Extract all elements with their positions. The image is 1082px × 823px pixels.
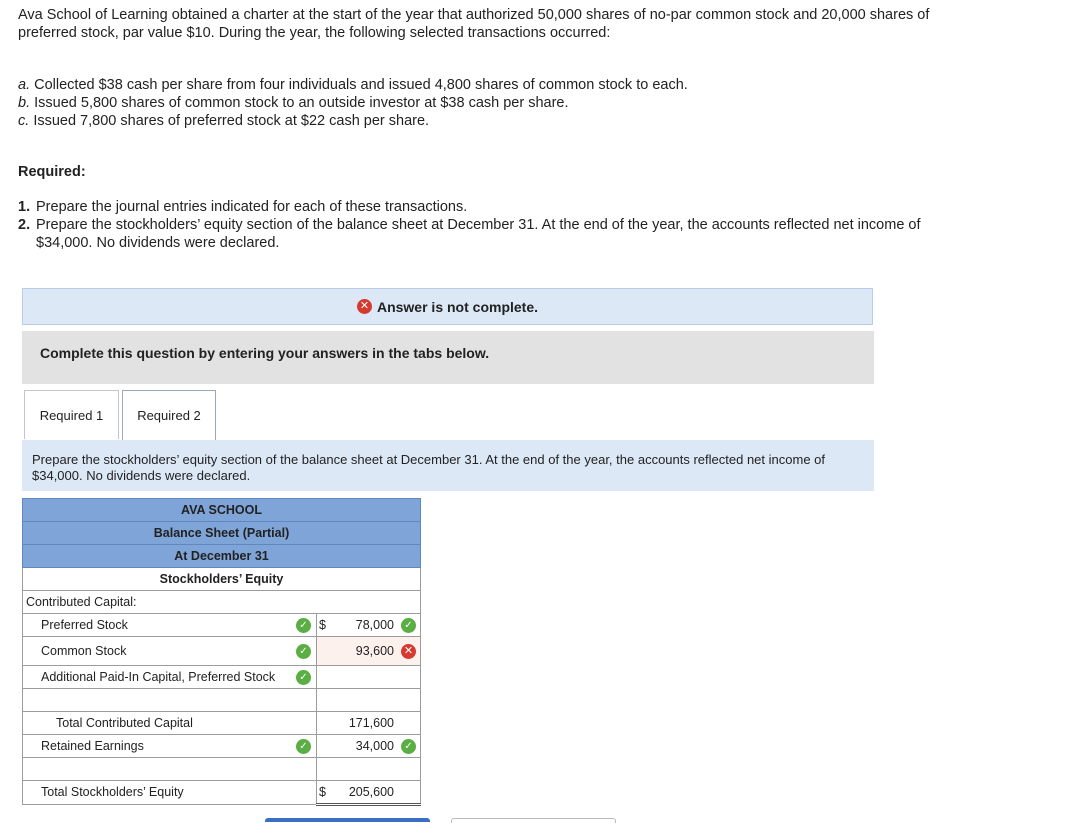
- required-heading: Required:: [18, 164, 86, 180]
- common-stock-row[interactable]: Common Stock ✓: [23, 637, 317, 666]
- next-button[interactable]: [451, 818, 616, 823]
- tab-bar: [22, 390, 874, 442]
- check-icon: ✓: [296, 739, 311, 754]
- complete-instruction-text: Complete this question by entering your answers in the tabs below.: [40, 345, 490, 361]
- section-title: Stockholders’ Equity: [23, 568, 421, 591]
- apic-preferred-row[interactable]: Additional Paid-In Capital, Preferred Stock ✓: [23, 666, 317, 689]
- sheet-date: At December 31: [23, 545, 421, 568]
- problem-intro: Ava School of Learning obtained a charter at the start of the year that authorized 50,000 shares of no-par common stock and 20,000 shares of preferred stock, par value $10. During the year, the following selected transactions occurred:: [18, 7, 930, 41]
- prev-button[interactable]: [265, 818, 430, 822]
- contributed-capital-heading: Contributed Capital:: [23, 591, 317, 614]
- preferred-stock-row[interactable]: Preferred Stock ✓: [23, 614, 317, 637]
- complete-instruction-box: [22, 331, 874, 384]
- common-stock-value[interactable]: 93,600 ✕: [317, 637, 421, 666]
- total-stockholders-equity-row: Total Stockholders’ Equity: [23, 781, 317, 805]
- total-contributed-capital-value: 171,600: [317, 712, 421, 735]
- sheet-title: Balance Sheet (Partial): [23, 522, 421, 545]
- balance-sheet-table: [22, 498, 421, 806]
- requirement-2: 2. Prepare the stockholders’ equity section of the balance sheet at December 31. At the end of the year, the accounts reflected net income of $34,000. No dividends were declared.: [18, 217, 921, 251]
- transactions-list: [18, 76, 978, 130]
- check-icon: ✓: [401, 739, 416, 754]
- retained-earnings-row[interactable]: Retained Earnings ✓: [23, 735, 317, 758]
- requirements-list: [18, 198, 958, 252]
- blank-row-value-2[interactable]: [317, 758, 421, 781]
- total-contributed-capital-row: Total Contributed Capital: [23, 712, 317, 735]
- check-icon: ✓: [401, 618, 416, 633]
- tab-instruction: [22, 440, 874, 491]
- preferred-stock-value[interactable]: $ 78,000 ✓: [317, 614, 421, 637]
- transaction-c: c. Issued 7,800 shares of preferred stock at $22 cash per share.: [18, 113, 430, 129]
- blank-row-label-2[interactable]: [23, 758, 317, 781]
- answer-status-banner: [22, 288, 873, 325]
- answer-status-text: Answer is not complete.: [376, 298, 539, 315]
- check-icon: ✓: [296, 618, 311, 633]
- x-circle-icon: ✕: [357, 299, 372, 314]
- retained-earnings-value[interactable]: 34,000 ✓: [317, 735, 421, 758]
- requirement-1: 1. Prepare the journal entries indicated for each of these transactions.: [18, 199, 468, 215]
- x-circle-icon: ✕: [401, 644, 416, 659]
- check-icon: ✓: [296, 670, 311, 685]
- transaction-a: a. Collected $38 cash per share from four individuals and issued 4,800 shares of common stock to each.: [18, 77, 688, 93]
- apic-preferred-value[interactable]: [317, 666, 421, 689]
- total-stockholders-equity-value: $ 205,600: [317, 781, 421, 805]
- tab-instruction-text: Prepare the stockholders’ equity section of the balance sheet at December 31. At the end of the year, the accounts reflected net income of $34,000. No dividends were declared.: [32, 452, 825, 483]
- check-icon: ✓: [296, 644, 311, 659]
- tab-required-2[interactable]: Required 2: [122, 390, 216, 440]
- blank-row-value[interactable]: [317, 689, 421, 712]
- transaction-b: b. Issued 5,800 shares of common stock to an outside investor at $38 cash per share.: [18, 95, 569, 111]
- tab-required-1[interactable]: Required 1: [24, 390, 119, 439]
- company-name: AVA SCHOOL: [23, 499, 421, 522]
- blank-row-label[interactable]: [23, 689, 317, 712]
